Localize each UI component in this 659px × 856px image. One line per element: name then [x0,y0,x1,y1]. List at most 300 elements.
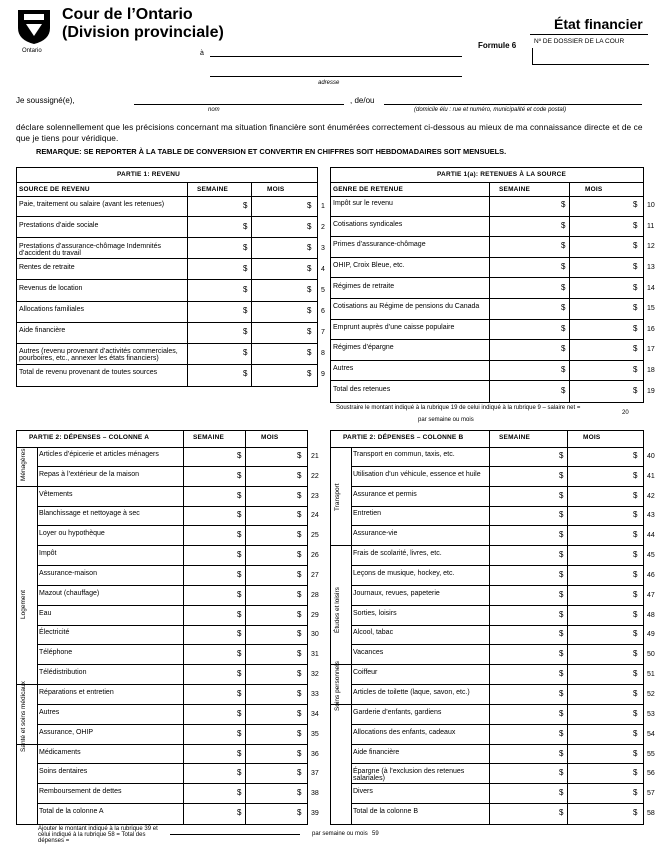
expense-b-row [331,764,655,784]
deduction-row [331,320,655,341]
expense-a-month-field[interactable] [247,706,295,724]
expense-b-row [331,467,655,487]
deduction-month-dollar: $ [633,200,638,210]
file-number-field[interactable] [532,48,649,65]
expense-a-month-field[interactable] [247,627,295,645]
expense-a-month-dollar: $ [297,609,302,619]
expense-b-month-dollar: $ [633,589,638,599]
deduction-week-field[interactable] [491,382,559,401]
deduction-month-field[interactable] [571,382,631,401]
expense-a-month-field[interactable] [247,746,295,764]
income-month-field[interactable] [253,281,305,300]
deduction-week-dollar: $ [561,241,566,251]
expense-b-week-dollar: $ [559,689,564,698]
expense-b-month-field[interactable] [569,567,631,585]
deduction-row-number: 18 [647,367,655,375]
income-row-label: Total de revenu provenant de toutes sources [19,369,158,377]
deduction-row [331,217,655,238]
expense-b-row [331,725,655,745]
deduction-week-dollar: $ [561,220,566,230]
expense-a-week-dollar: $ [237,748,242,758]
expense-a-month-field[interactable] [247,468,295,486]
expense-b-week-dollar: $ [559,788,564,798]
deduction-row-label: Régimes de retraite [333,282,395,290]
expense-b-month-field[interactable] [569,765,631,783]
expense-b-row-label: Garderie d’enfants, gardiens [353,708,442,716]
expense-b-month-field[interactable] [569,607,631,625]
deduction-row [331,196,655,217]
expense-a-row-label: Assurance, OHIP [39,728,94,736]
expense-a-row-number: 27 [311,571,319,579]
expense-a-month-field[interactable] [247,508,295,526]
expense-b-row-label: Épargne (à l’exclusion des retenues salariales) [353,768,465,783]
expense-b-month-field[interactable] [569,587,631,605]
expense-b-month-field[interactable] [569,468,631,486]
expense-a-month-field[interactable] [247,726,295,744]
expense-a-week-dollar: $ [237,689,242,698]
expense-a-week-dollar: $ [237,708,242,718]
expense-a-row [17,745,319,765]
deduction-month-field[interactable] [571,238,631,257]
remark-text: REMARQUE: SE REPORTER À LA TABLE DE CONVERSION ET CONVERTIR EN CHIFFRES SOIT HEBDOMADAIRES SOIT MENSUELS. [36,147,507,156]
expense-a-month-field[interactable] [247,527,295,545]
expense-b-week-field[interactable] [491,488,557,506]
expense-b-week-field[interactable] [491,706,557,724]
expense-a-week-field[interactable] [185,726,235,744]
deduction-month-dollar: $ [633,385,638,395]
expense-b-week-dollar: $ [559,470,564,480]
expense-a-row [17,764,319,784]
expense-a-month-field[interactable] [247,765,295,783]
expense-a-row-number: 31 [311,651,319,659]
expense-b-row-label: Vacances [353,649,384,657]
expense-b-row [331,645,655,665]
expense-b-week-dollar: $ [559,490,564,500]
expense-a-month-dollar: $ [297,530,302,540]
deduction-week-field[interactable] [491,341,559,360]
expense-a-row-label: Réparations et entretien [39,689,114,696]
form-title: État financier [554,16,643,32]
expense-b-week-field[interactable] [491,468,557,486]
deduction-month-dollar: $ [633,344,638,354]
expense-b-row-number: 48 [647,611,655,619]
expense-a-row-label: Eau [39,609,52,617]
expense-a-week-dollar: $ [237,450,242,460]
expense-a-row-number: 25 [311,532,319,540]
expense-b-month-dollar: $ [633,609,638,619]
expense-b-week-field[interactable] [491,686,557,704]
part2-column-a-table [16,430,319,825]
expense-a-week-field[interactable] [185,448,235,466]
expense-b-month-field[interactable] [569,448,631,466]
deduction-month-field[interactable] [571,300,631,319]
expense-a-month-field[interactable] [247,805,295,823]
expense-b-week-field[interactable] [491,726,557,744]
expense-b-group-rule [331,704,351,705]
expense-b-month-field[interactable] [569,686,631,704]
expense-b-week-field[interactable] [491,785,557,803]
expense-a-week-field[interactable] [185,746,235,764]
deduction-row [331,278,655,299]
expense-b-month-field[interactable] [569,805,631,823]
income-week-field[interactable] [189,303,241,322]
expense-b-row-number: 52 [647,691,655,698]
expense-a-week-dollar: $ [237,589,242,599]
net-salary-suffix: par semaine ou mois [418,417,474,423]
deduction-week-field[interactable] [491,279,559,298]
income-month-dollar: $ [307,327,312,337]
income-row-number: 4 [321,265,325,273]
expense-a-row-label: Total de la colonne A [39,808,104,816]
deduction-week-dollar: $ [561,303,566,313]
deduction-week-field[interactable] [491,300,559,319]
expense-a-row-label: Mazout (chauffage) [39,589,100,597]
expense-b-month-dollar: $ [633,450,638,460]
expense-b-week-dollar: $ [559,510,564,520]
expense-b-week-dollar: $ [559,550,564,560]
income-week-field[interactable] [189,197,241,216]
expense-a-month-field[interactable] [247,567,295,585]
expense-b-row [331,447,655,467]
expense-a-row [17,804,319,824]
income-month-field[interactable] [253,324,305,343]
expense-a-row [17,546,319,566]
expense-a-row-number: 39 [311,810,319,818]
income-month-field[interactable] [253,303,305,322]
deduction-row [331,361,655,382]
income-row-number: 3 [321,244,325,252]
expense-a-month-field[interactable] [247,686,295,704]
income-month-dollar: $ [307,348,312,358]
expense-a-month-field[interactable] [247,488,295,506]
income-week-field[interactable] [189,366,241,385]
income-row-number: 6 [321,308,325,316]
expense-b-row-number: 41 [647,472,655,480]
expense-a-week-field[interactable] [185,527,235,545]
income-title: PARTIE 1: REVENU [117,171,181,178]
expense-a-week-dollar: $ [237,470,242,480]
expense-b-week-dollar: $ [559,808,564,818]
expense-a-week-field[interactable] [185,686,235,704]
expense-b-row-number: 43 [647,512,655,520]
income-week-dollar: $ [243,242,248,252]
total-expenses-number: 59 [372,831,379,837]
expense-a-row-number: 23 [311,492,319,500]
income-week-dollar: $ [243,284,248,294]
deduction-week-field[interactable] [491,238,559,257]
expense-b-week-dollar: $ [559,450,564,460]
expense-a-week-field[interactable] [185,666,235,684]
deduction-month-field[interactable] [571,259,631,278]
court-title: Cour de l’Ontario [62,6,193,23]
income-row-label: Autres (revenu provenant d’activités commerciales, pourboires, etc., annexer les états financiers) [19,348,178,363]
expense-b-month-field[interactable] [569,527,631,545]
total-expenses-field[interactable] [170,834,300,835]
expense-b-col-week: SEMAINE [499,434,531,441]
expense-a-month-field[interactable] [247,587,295,605]
expense-a-group-label: Ménagères [20,448,27,482]
expense-b-week-dollar: $ [559,530,564,540]
expense-b-month-field[interactable] [569,746,631,764]
expense-b-month-dollar: $ [633,649,638,659]
logo-caption: Ontario [22,48,42,54]
expense-a-row-number: 30 [311,631,319,639]
expense-b-week-field[interactable] [491,547,557,565]
expense-b-week-field[interactable] [491,666,557,684]
expense-a-month-field[interactable] [247,646,295,664]
expense-a-row [17,645,319,665]
deduction-month-field[interactable] [571,341,631,360]
income-week-dollar: $ [243,200,248,210]
deduction-month-field[interactable] [571,321,631,340]
expense-b-month-field[interactable] [569,706,631,724]
income-row [17,259,325,280]
deduction-row-number: 16 [647,325,655,333]
income-month-field[interactable] [253,197,305,216]
expense-b-week-field[interactable] [491,627,557,645]
expense-b-week-dollar: $ [559,728,564,738]
expense-b-month-dollar: $ [633,569,638,579]
expense-b-row [331,606,655,626]
income-month-field[interactable] [253,239,305,258]
deduction-month-field[interactable] [571,279,631,298]
income-month-dollar: $ [307,242,312,252]
income-month-dollar: $ [307,369,312,379]
income-week-field[interactable] [189,324,241,343]
expense-b-week-field[interactable] [491,567,557,585]
expense-b-row-label: Articles de toilette (laque, savon, etc.) [353,689,470,696]
expense-a-row-label: Électricité [39,629,70,637]
expense-a-row-number: 36 [311,750,319,758]
expense-b-row-number: 53 [647,710,655,718]
expense-b-row-label: Leçons de musique, hockey, etc. [353,569,455,577]
part1a-deductions-table [330,167,655,403]
expense-b-week-field[interactable] [491,508,557,526]
deduction-week-dollar: $ [561,365,566,375]
expense-a-week-field[interactable] [185,587,235,605]
deduction-row [331,237,655,258]
expense-a-month-field[interactable] [247,666,295,684]
expense-b-month-dollar: $ [633,530,638,540]
expense-a-month-dollar: $ [297,470,302,480]
expense-a-week-field[interactable] [185,627,235,645]
expense-b-week-field[interactable] [491,448,557,466]
expense-a-month-field[interactable] [247,547,295,565]
deduction-title-rule [331,182,643,183]
deduction-month-field[interactable] [571,197,631,216]
court-location-field[interactable] [210,56,462,57]
expense-a-row-label: Soins dentaires [39,768,88,776]
expense-b-month-field[interactable] [569,646,631,664]
expense-a-week-field[interactable] [185,706,235,724]
expense-a-week-dollar: $ [237,669,242,679]
expense-a-week-dollar: $ [237,609,242,619]
expense-b-month-dollar: $ [633,808,638,818]
expense-b-week-field[interactable] [491,765,557,783]
income-week-field[interactable] [189,218,241,237]
expense-a-row [17,685,319,705]
expense-a-month-dollar: $ [297,569,302,579]
expense-a-month-dollar: $ [297,689,302,698]
deduction-week-field[interactable] [491,362,559,381]
income-month-dollar: $ [307,221,312,231]
at-label: à [200,50,204,57]
expense-a-week-field[interactable] [185,468,235,486]
expense-b-week-dollar: $ [559,629,564,639]
expense-b-row-label: Alcool, tabac [353,629,394,637]
income-week-field[interactable] [189,345,241,364]
expense-b-row-label: Utilisation d’un véhicule, essence et huile [353,470,481,478]
income-month-field[interactable] [253,260,305,279]
expense-b-week-dollar: $ [559,748,564,758]
expense-a-week-field[interactable] [185,646,235,664]
expense-b-month-field[interactable] [569,508,631,526]
part1-income-table [16,167,325,387]
expense-b-row-number: 45 [647,552,655,560]
income-week-dollar: $ [243,221,248,231]
ontario-logo [14,6,54,46]
deduction-month-field[interactable] [571,218,631,237]
income-row-label: Prestations d’assurance-chômage Indemnités d’accident du travail [19,242,162,257]
expense-a-week-field[interactable] [185,805,235,823]
expense-b-week-field[interactable] [491,646,557,664]
deduction-row-label: Régimes d’épargne [333,344,394,352]
expense-a-col-month: MOIS [261,434,279,441]
income-row-number: 1 [321,202,325,210]
deduction-month-dollar: $ [633,303,638,313]
expense-a-week-dollar: $ [237,490,242,500]
expense-b-month-dollar: $ [633,748,638,758]
deduction-week-field[interactable] [491,218,559,237]
expense-b-week-dollar: $ [559,669,564,679]
expense-b-week-dollar: $ [559,649,564,659]
deduction-row-number: 15 [647,305,655,313]
expense-b-week-dollar: $ [559,589,564,599]
deduction-week-field[interactable] [491,197,559,216]
expense-a-row-number: 37 [311,770,319,778]
expense-a-month-field[interactable] [247,785,295,803]
court-division: (Division provinciale) [62,24,224,41]
expense-b-row [331,586,655,606]
expense-b-month-dollar: $ [633,550,638,560]
income-week-field[interactable] [189,260,241,279]
expense-b-month-field[interactable] [569,666,631,684]
deduction-week-dollar: $ [561,282,566,292]
expense-a-row [17,784,319,804]
deduction-row-number: 13 [647,264,655,272]
expense-a-row-label: Assurance-maison [39,569,97,577]
expense-a-row [17,586,319,606]
income-month-field[interactable] [253,366,305,385]
expense-a-week-dollar: $ [237,649,242,659]
expense-b-month-dollar: $ [633,629,638,639]
expense-a-month-dollar: $ [297,510,302,520]
expense-b-week-field[interactable] [491,805,557,823]
expense-b-row-number: 42 [647,492,655,500]
income-month-field[interactable] [253,345,305,364]
total-expenses-note: Ajouter le montant indiqué à la rubrique 39 et celui indiqué à la rubrique 58 = Total des dépenses = [38,826,158,844]
income-col-month: MOIS [267,186,285,193]
expense-a-week-field[interactable] [185,567,235,585]
expense-b-month-field[interactable] [569,627,631,645]
expense-b-row [331,745,655,765]
income-row [17,344,325,365]
expense-a-week-field[interactable] [185,765,235,783]
expense-a-group-rule [17,486,37,487]
expense-b-week-field[interactable] [491,746,557,764]
deduction-row-label: OHIP, Croix Bleue, etc. [333,262,405,270]
expense-b-row [331,546,655,566]
income-week-dollar: $ [243,263,248,273]
expense-b-week-dollar: $ [559,569,564,579]
expense-a-week-dollar: $ [237,728,242,738]
expense-a-row-number: 21 [311,452,319,460]
deduction-col-month: MOIS [585,186,603,193]
expense-a-row-label: Articles d’épicerie et articles ménagers [39,450,159,458]
income-month-field[interactable] [253,218,305,237]
expense-a-week-field[interactable] [185,488,235,506]
expense-a-week-field[interactable] [185,547,235,565]
expense-b-row-label: Divers [353,788,373,796]
deduction-week-dollar: $ [561,344,566,354]
deduction-month-dollar: $ [633,262,638,272]
expense-a-month-dollar: $ [297,728,302,738]
expense-a-month-dollar: $ [297,708,302,718]
expense-b-week-field[interactable] [491,527,557,545]
expense-b-row [331,526,655,546]
expense-a-week-dollar: $ [237,768,242,778]
domicile-caption: (domicile élu : rue et numéro, municipalité et code postal) [414,107,567,113]
expense-b-month-field[interactable] [569,488,631,506]
deduction-month-field[interactable] [571,362,631,381]
expense-b-week-field[interactable] [491,607,557,625]
expense-a-month-dollar: $ [297,669,302,679]
deduction-row-number: 12 [647,243,655,251]
expense-b-row-number: 51 [647,671,655,679]
deduction-week-field[interactable] [491,321,559,340]
income-row-label: Allocations familiales [19,306,84,314]
deduction-row-label: Primes d’assurance-chômage [333,241,426,249]
domicile-field[interactable] [384,104,642,105]
expense-a-week-field[interactable] [185,785,235,803]
expense-a-month-dollar: $ [297,490,302,500]
income-week-field[interactable] [189,239,241,258]
expense-b-week-dollar: $ [559,708,564,718]
deduction-week-field[interactable] [491,259,559,278]
expense-b-month-field[interactable] [569,726,631,744]
deduction-month-dollar: $ [633,220,638,230]
income-week-field[interactable] [189,281,241,300]
expense-b-month-field[interactable] [569,785,631,803]
form-number: Formule 6 [478,41,517,50]
expense-a-col-week: SEMAINE [193,434,225,441]
expense-b-month-field[interactable] [569,547,631,565]
expense-b-col-month: MOIS [583,434,601,441]
expense-a-row-number: 24 [311,512,319,520]
expense-a-month-dollar: $ [297,450,302,460]
declarant-name-field[interactable] [134,104,344,105]
income-row-number: 9 [321,371,325,379]
expense-a-week-field[interactable] [185,607,235,625]
expense-b-month-dollar: $ [633,788,638,798]
expense-a-week-field[interactable] [185,508,235,526]
expense-a-month-field[interactable] [247,607,295,625]
expense-b-week-field[interactable] [491,587,557,605]
expense-a-group-rule [17,744,37,745]
income-row-label: Paie, traitement ou salaire (avant les retenues) [19,200,165,208]
expense-a-month-field[interactable] [247,448,295,466]
income-row [17,302,325,323]
